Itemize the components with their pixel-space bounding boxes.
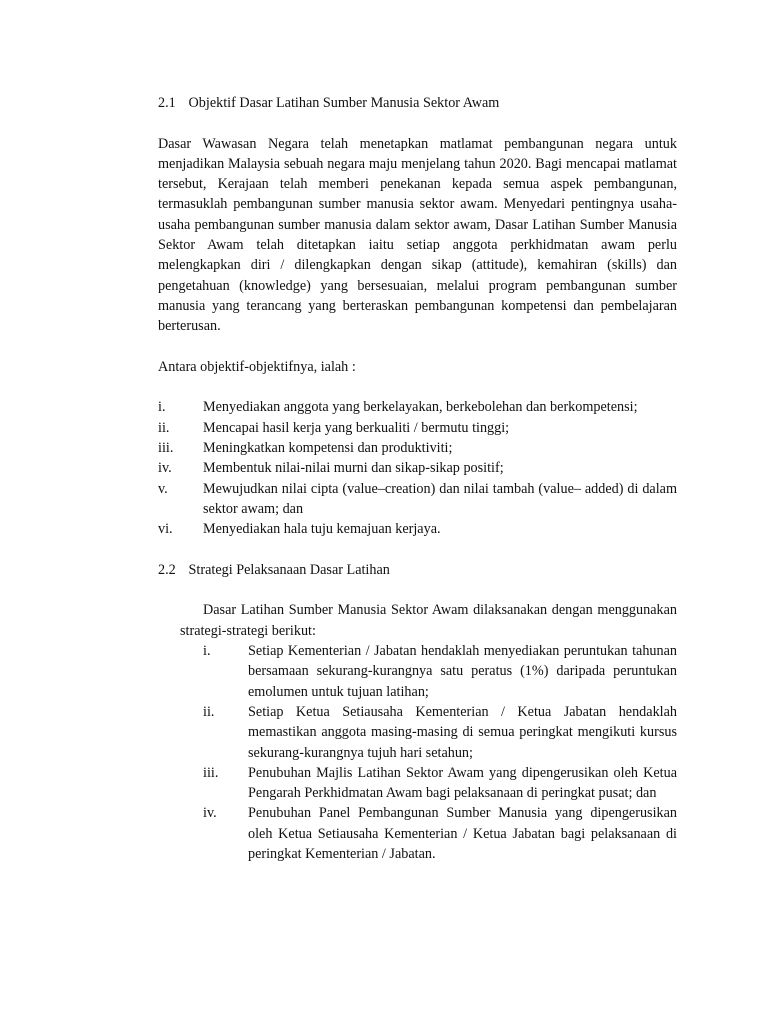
list-item	[158, 418, 677, 438]
list-marker: v.	[158, 480, 168, 497]
section-2-2-number: 2.2	[158, 561, 176, 578]
document-page	[158, 93, 677, 864]
strategies-intro: Dasar Latihan Sumber Manusia Sektor Awam dilaksanakan dengan menggunakan strategi-strategi berikut:	[180, 602, 677, 639]
list-item	[203, 702, 677, 763]
list-item	[203, 641, 677, 702]
list-marker: vi.	[158, 521, 173, 538]
list-marker: iii.	[203, 764, 219, 781]
list-marker: i.	[158, 399, 166, 416]
list-marker: iv.	[158, 460, 172, 477]
list-marker: ii.	[203, 703, 215, 720]
list-item	[158, 397, 677, 417]
section-2-1-number: 2.1	[158, 95, 176, 111]
section-2-2-heading	[158, 560, 677, 580]
list-item	[203, 763, 677, 804]
list-item	[158, 519, 677, 539]
list-marker: iii.	[158, 440, 174, 457]
list-item	[158, 479, 677, 520]
list-item	[158, 438, 677, 458]
list-item-text: Mencapai hasil kerja yang berkualiti / bermutu tinggi;	[203, 419, 510, 436]
objectives-intro: Antara objektif-objektifnya, ialah :	[158, 358, 356, 375]
list-item-text: Meningkatkan kompetensi dan produktiviti;	[203, 440, 453, 457]
list-marker: iv.	[203, 805, 217, 822]
list-marker: ii.	[158, 419, 170, 436]
list-item-text: Penubuhan Panel Pembangunan Sumber Manusia yang dipengerusikan oleh Ketua Setiausaha Kementerian / Ketua Jabatan bagi pelaksanaan di peringkat Kementerian / Jabatan.	[248, 805, 677, 862]
objectives-list	[158, 397, 677, 539]
list-item-text: Mewujudkan nilai cipta (value–creation) dan nilai tambah (value– added) di dalam sektor awam; dan	[203, 480, 677, 517]
section-2-2-title: Strategi Pelaksanaan Dasar Latihan	[188, 561, 390, 578]
section-2-1-paragraph: Dasar Wawasan Negara telah menetapkan matlamat pembangunan negara untuk menjadikan Malaysia sebuah negara maju menjelang tahun 2020. Bagi mencapai matlamat tersebut, Kerajaan telah memberi penekanan kepada semua aspek pembangunan, termasuklah pembangunan sumber manusia sektor awam. Menyedari pentingnya usaha-usaha pembangunan sumber manusia dalam sektor awam, Dasar Latihan Sumber Manusia Sektor Awam telah ditetapkan iaitu setiap anggota perkhidmatan awam perlu melengkapkan diri / dilengkapkan dengan sikap (attitude), kemahiran (skills) dan pengetahuan (knowledge) yang bersesuaian, melalui program pembangunan sumber manusia yang terancang yang berteraskan pembangunan kompetensi dan pembelajaran berterusan.	[158, 135, 677, 335]
section-2-1-heading	[158, 93, 677, 113]
list-item-text: Penubuhan Majlis Latihan Sektor Awam yang dipengerusikan oleh Ketua Pengarah Perkhidmatan Awam bagi pelaksanaan di peringkat pusat; dan	[248, 764, 677, 802]
list-item	[203, 803, 677, 864]
list-item-text: Setiap Kementerian / Jabatan hendaklah menyediakan peruntukan tahunan bersamaan sekurang-kurangnya satu peratus (1%) daripada peruntukan emolumen untuk tujuan latihan;	[248, 643, 677, 700]
list-item-text: Membentuk nilai-nilai murni dan sikap-sikap positif;	[203, 460, 504, 477]
list-marker: i.	[203, 643, 211, 660]
list-item-text: Setiap Ketua Setiausaha Kementerian / Ketua Jabatan hendaklah memastikan anggota masing-masing di semua peringkat mengikuti kursus sekurang-kurangnya tujuh hari setahun;	[248, 703, 677, 761]
list-item-text: Menyediakan hala tuju kemajuan kerjaya.	[203, 521, 441, 538]
section-2-1-title: Objektif Dasar Latihan Sumber Manusia Sektor Awam	[188, 95, 500, 111]
strategies-list	[158, 641, 677, 864]
list-item-text: Menyediakan anggota yang berkelayakan, berkebolehan dan berkompetensi;	[203, 399, 638, 416]
list-item	[158, 458, 677, 478]
